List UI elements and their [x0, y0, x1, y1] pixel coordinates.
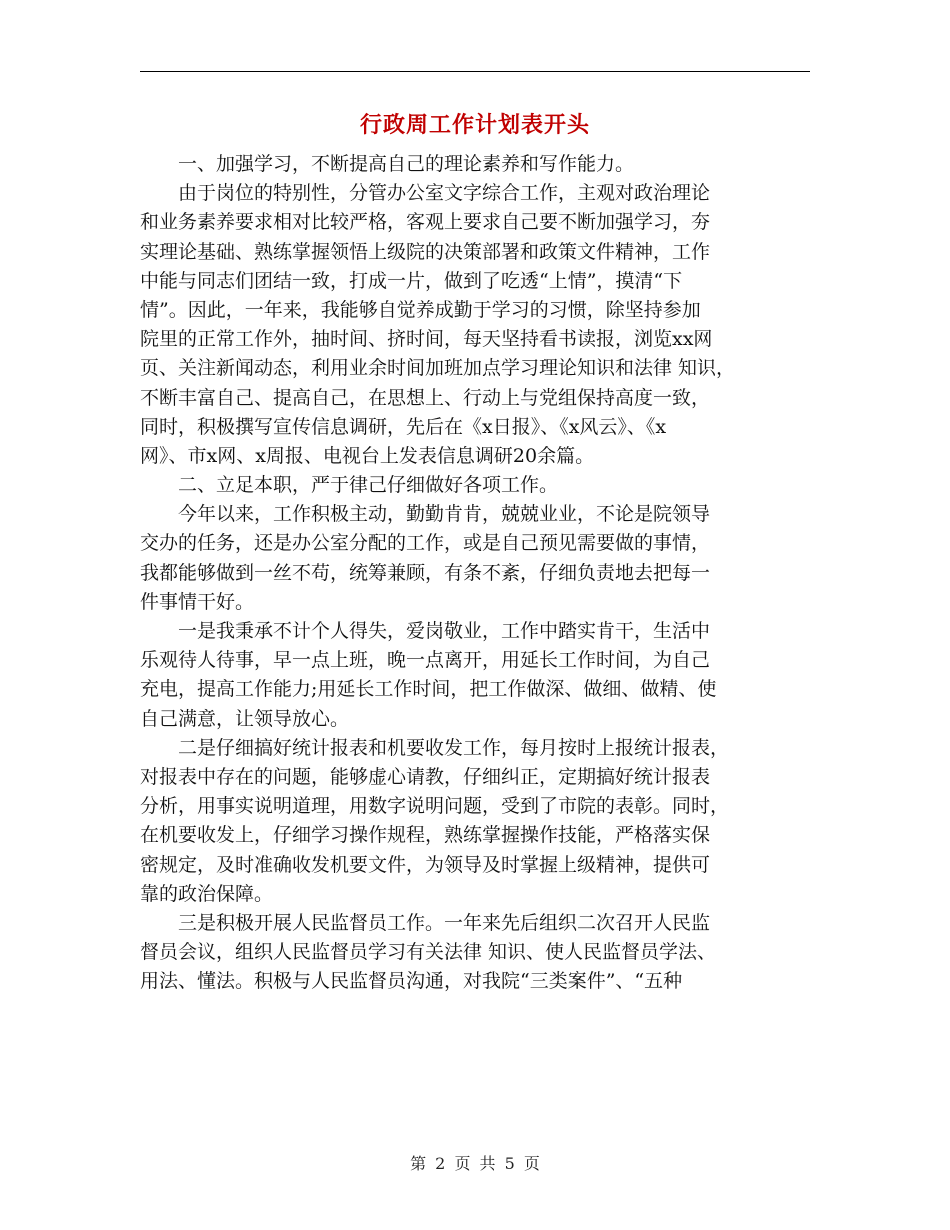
- body-line: 在机要收发上，仔细学习操作规程，熟练掌握操作技能，严格落实保: [140, 824, 711, 847]
- body-line: 不断丰富自己、提高自己，在思想上、行动上与党组保持高度一致，: [140, 386, 711, 409]
- body-line: 分析，用事实说明道理，用数字说明问题，受到了市院的表彰。同时，: [140, 795, 730, 818]
- body-line: 院里的正常工作外，抽时间、挤时间，每天坚持看书读报，浏览xx网: [140, 328, 713, 351]
- body-line: 乐观待人待事，早一点上班，晚一点离开，用延长工作时间，为自己: [140, 649, 711, 672]
- document-title: 行政周工作计划表开头: [359, 112, 590, 138]
- page-number-footer: 第 2 页 共 5 页: [410, 1154, 540, 1173]
- body-line: 由于岗位的特别性，分管办公室文字综合工作，主观对政治理论: [140, 182, 711, 205]
- body-line: 三是积极开展人民监督员工作。一年来先后组织二次召开人民监: [140, 911, 711, 934]
- body-line: 二是仔细搞好统计报表和机要收发工作，每月按时上报统计报表，: [140, 736, 730, 759]
- body-line: 自己满意，让领导放心。: [140, 707, 350, 730]
- body-line: 今年以来，工作积极主动，勤勤肯肯，兢兢业业，不论是院领导: [140, 503, 711, 526]
- body-line: 用法、懂法。积极与人民监督员沟通，对我院“三类案件”、“五种: [140, 970, 683, 993]
- body-line: 靠的政治保障。: [140, 882, 274, 905]
- body-line: 二、立足本职，严于律己仔细做好各项工作。: [140, 474, 559, 497]
- body-line: 一是我秉承不计个人得失，爱岗敬业，工作中踏实肯干，生活中: [140, 620, 711, 642]
- body-line: 充电，提高工作能力;用延长工作时间，把工作做深、做细、做精、使: [140, 678, 717, 701]
- body-line: 督员会议，组织人民监督员学习有关法律 知识、使人民监督员学法、: [140, 941, 717, 964]
- body-line: 我都能够做到一丝不苟，统筹兼顾，有条不紊，仔细负责地去把每一: [140, 561, 711, 584]
- body-line: 网》、市x网、x周报、电视台上发表信息调研20余篇。: [140, 444, 595, 467]
- body-line: 密规定，及时准确收发机要文件，为领导及时掌握上级精神，提供可: [140, 853, 711, 876]
- body-line: 和业务素养要求相对比较严格，客观上要求自己要不断加强学习，夯: [140, 211, 711, 234]
- header-rule: [140, 71, 810, 72]
- body-line: 同时，积极撰写宣传信息调研，先后在《x日报》、《x风云》、《x: [140, 415, 667, 438]
- body-line: 实理论基础、熟练掌握领悟上级院的决策部署和政策文件精神，工作: [140, 240, 711, 263]
- body-line: 页、关注新闻动态，利用业余时间加班加点学习理论知识和法律 知识，: [140, 357, 736, 380]
- body-line: 情”。因此，一年来，我能够自觉养成勤于学习的习惯，除坚持参加: [140, 298, 701, 321]
- document-body: [140, 150, 810, 996]
- body-line: 件事情干好。: [140, 590, 255, 613]
- body-line: 交办的任务，还是办公室分配的工作，或是自己预见需要做的事情，: [140, 532, 711, 555]
- body-line: 对报表中存在的问题，能够虚心请教，仔细纠正，定期搞好统计报表: [140, 765, 711, 788]
- body-line: 一、加强学习，不断提高自己的理论素养和写作能力。: [140, 153, 635, 175]
- body-line: 中能与同志们团结一致，打成一片，做到了吃透“上情”，摸清“下: [140, 269, 683, 292]
